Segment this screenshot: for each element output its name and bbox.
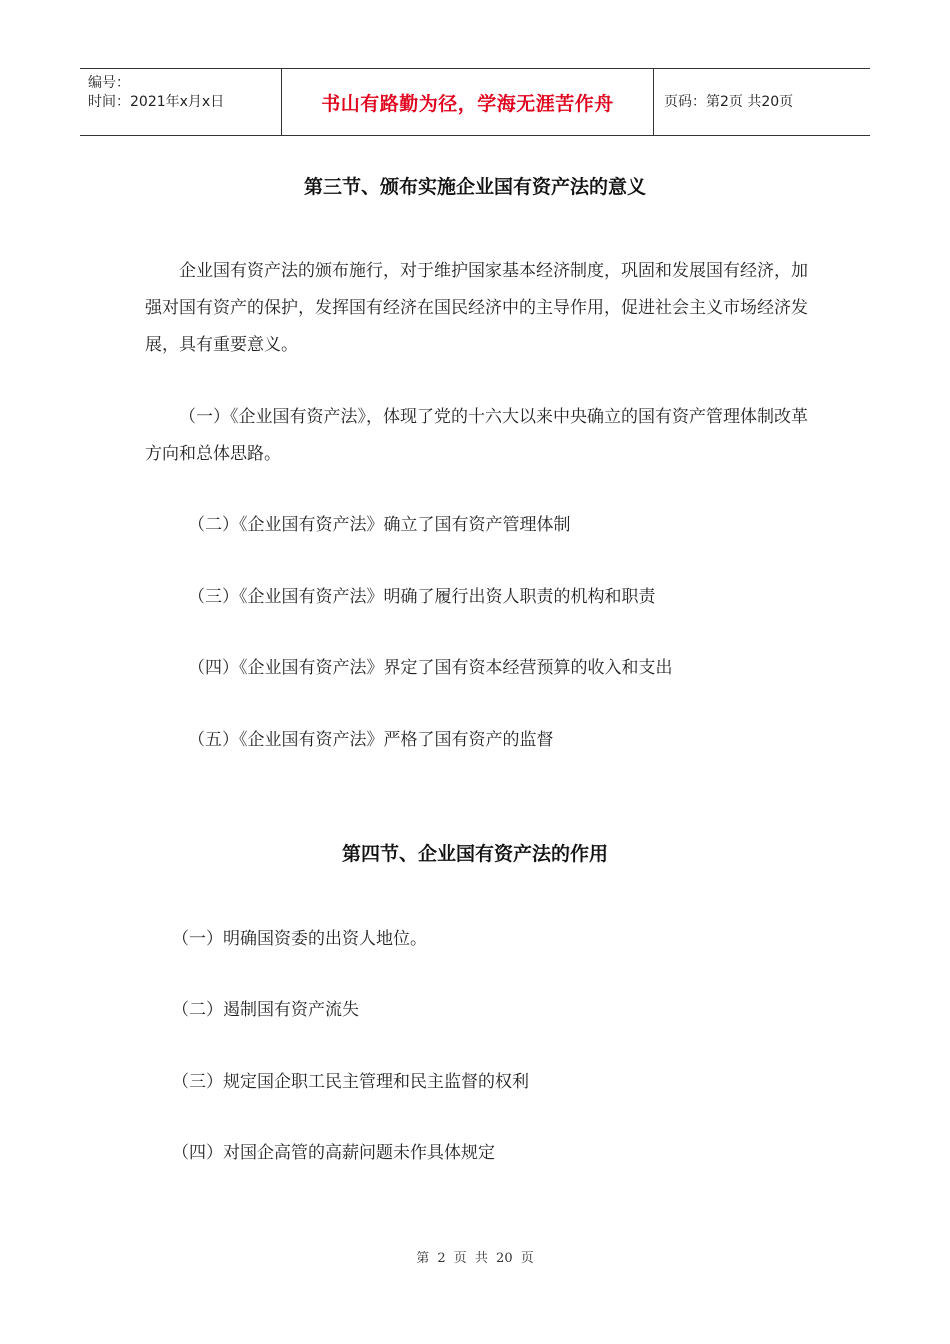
- section3-item-2: （二）《企业国有资产法》确立了国有资产管理体制: [188, 515, 571, 535]
- date-label: 时间：2021年x月x日: [88, 94, 225, 110]
- section3-item-4: （四）《企业国有资产法》界定了国有资本经营预算的收入和支出: [188, 658, 673, 678]
- section3-item-5: （五）《企业国有资产法》严格了国有资产的监督: [188, 730, 554, 750]
- header-page-label: 页码：第2页 共20页: [664, 93, 794, 110]
- section4-item-1: （一）明确国资委的出资人地位。: [172, 929, 427, 949]
- header-motto: 书山有路勤为径，学海无涯苦作舟: [321, 92, 614, 115]
- section4-item-2: （二）遏制国有资产流失: [172, 1000, 359, 1020]
- header-page-cell: [654, 69, 870, 135]
- section4-title: 第四节、企业国有资产法的作用: [341, 843, 608, 865]
- section4-item-3: （三）规定国企职工民主管理和民主监督的权利: [172, 1072, 529, 1092]
- serial-label: 编号：: [88, 75, 130, 91]
- header-meta-cell: [80, 69, 281, 135]
- section3-intro-paragraph: 企业国有资产法的颁布施行，对于维护国家基本经济制度，巩固和发展国有经济，加强对国有资产的保护，发挥国有经济在国民经济中的主导作用，促进社会主义市场经济发展，具有重要意义。: [145, 261, 808, 355]
- page-header: [80, 68, 870, 136]
- section3-title: 第三节、颁布实施企业国有资产法的意义: [303, 176, 646, 198]
- section3-item-3: （三）《企业国有资产法》明确了履行出资人职责的机构和职责: [188, 587, 656, 607]
- page-footer-number: 第 2 页 共 20 页: [416, 1251, 534, 1266]
- section4-item-4: （四）对国企高管的高薪问题未作具体规定: [172, 1143, 495, 1163]
- section3-item-1: （一）《企业国有资产法》，体现了党的十六大以来中央确立的国有资产管理体制改革方向和总体思路。: [145, 407, 808, 464]
- header-motto-cell: [281, 69, 654, 135]
